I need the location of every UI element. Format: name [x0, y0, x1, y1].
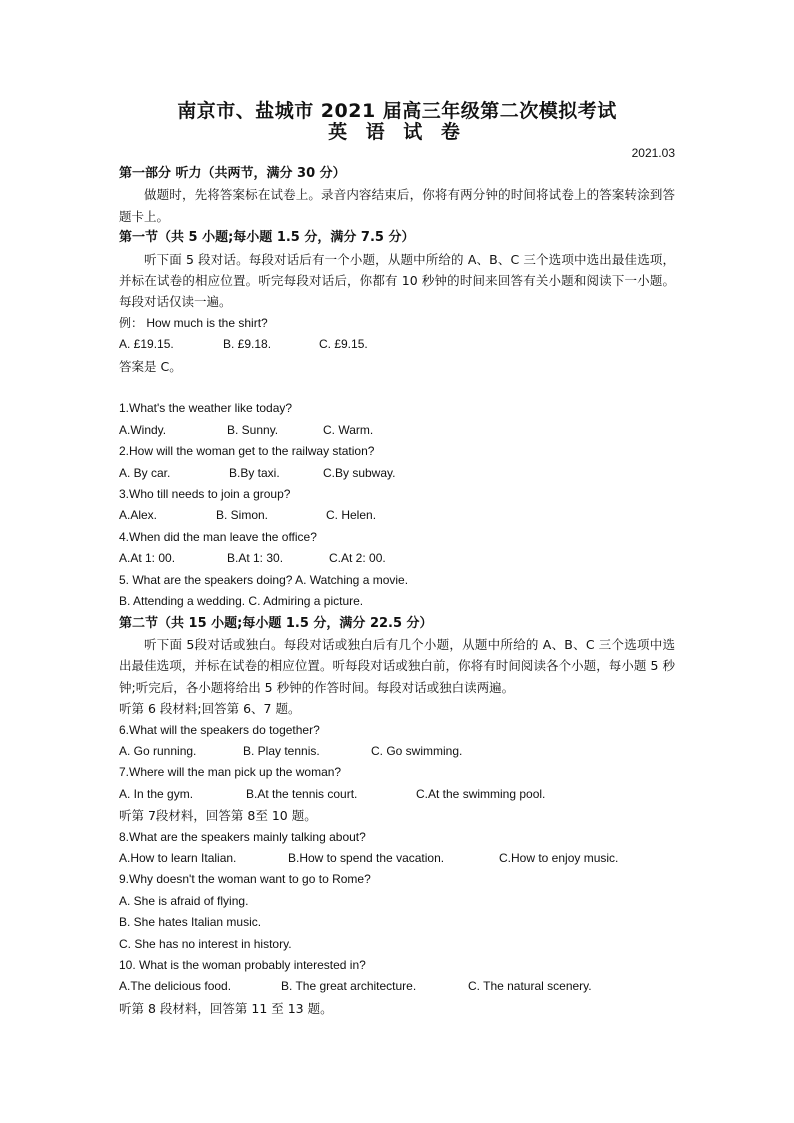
material-8-note: 听第 8 段材料，回答第 11 至 13 题。 — [119, 1000, 333, 1016]
option-a: A.At 1: 00. — [119, 551, 176, 566]
option-a: A. She is afraid of flying. — [119, 893, 249, 908]
question-10-options — [119, 976, 675, 997]
option-a: A. In the gym. — [119, 786, 194, 801]
question-1: 1.What's the weather like today? — [119, 401, 293, 416]
example-options — [119, 334, 675, 355]
question-1-options — [119, 420, 675, 441]
section1-heading: 第一节（共 5 小题;每小题 1.5 分，满分 7.5 分） — [119, 230, 415, 246]
option-c: C. The natural scenery. — [468, 979, 592, 994]
exam-date: 2021.03 — [631, 146, 675, 160]
exam-title: 南京市、盐城市 2021 届高三年级第二次模拟考试 — [177, 100, 617, 122]
question-9: 9.Why doesn't the woman want to go to Rome? — [119, 872, 371, 887]
material-6-note: 听第 6 段材料;回答第 6、7 题。 — [119, 701, 301, 717]
exam-content — [119, 163, 675, 1019]
option-a: A. Go running. — [119, 743, 197, 758]
option-c: C. Go swimming. — [371, 743, 463, 758]
option-c: C.How to enjoy music. — [499, 850, 619, 865]
example-option-a: A. £19.15. — [119, 337, 174, 352]
example-answer: 答案是 C。 — [119, 358, 182, 374]
section1-instructions: 听下面 5 段对话。每段对话后有一个小题，从题中所给的 A、B、C 三个选项中选出最佳选项，并标在试卷的相应位置。听完每段对话后，你都有 10 秒钟的时间来回答有关小题和阅读下一小题。每段对话仅读一遍。 — [119, 251, 675, 310]
question-6-options — [119, 741, 675, 762]
option-c: C.By subway. — [323, 465, 396, 480]
question-3: 3.Who till needs to join a group? — [119, 487, 291, 502]
example-option-c: C. £9.15. — [319, 337, 368, 352]
option-b: B.At 1: 30. — [227, 551, 284, 566]
question-5-cont: B. Attending a wedding. C. Admiring a picture. — [119, 594, 364, 609]
option-b: B.At the tennis court. — [246, 786, 358, 801]
option-c: C.At 2: 00. — [329, 551, 386, 566]
example-question: 例： How much is the shirt? — [119, 315, 268, 330]
material-7-note: 听第 7段材料，回答第 8至 10 题。 — [119, 808, 317, 824]
part1-intro: 做题时，先将答案标在试卷上。录音内容结束后，你将有两分钟的时间将试卷上的答案转涂到答题卡上。 — [119, 187, 675, 224]
example-option-b: B. £9.18. — [223, 337, 272, 352]
question-4: 4.When did the man leave the office? — [119, 529, 317, 544]
question-7-options — [119, 784, 675, 805]
option-a: A.Windy. — [119, 422, 167, 437]
option-b: B. She hates Italian music. — [119, 915, 262, 930]
option-a: A.Alex. — [119, 508, 158, 523]
option-b: B. Sunny. — [227, 422, 279, 437]
question-2-options — [119, 463, 675, 484]
question-4-options — [119, 548, 675, 569]
option-a: A.The delicious food. — [119, 979, 232, 994]
part1-heading: 第一部分 听力（共两节，满分 30 分） — [119, 166, 346, 181]
question-5: 5. What are the speakers doing? A. Watching a movie. — [119, 572, 409, 587]
question-2: 2.How will the woman get to the railway station? — [119, 444, 375, 459]
option-b: B.By taxi. — [229, 465, 280, 480]
question-7: 7.Where will the man pick up the woman? — [119, 765, 342, 780]
option-b: B. Play tennis. — [243, 743, 320, 758]
question-6: 6.What will the speakers do together? — [119, 722, 320, 737]
option-c: C. She has no interest in history. — [119, 936, 292, 951]
question-8-options — [119, 848, 675, 869]
section2-instructions: 听下面 5段对话或独白。每段对话或独白后有几个小题，从题中所给的 A、B、C 三个选项中选出最佳选项，并标在试卷的相应位置。听每段对话或独白前，你将有时间阅读各个小题，每小题 5 秒钟;听完后，各小题将给出 5 秒钟的作答时间。每段对话或独白读两遍。 — [119, 636, 675, 695]
option-c: C. Warm. — [323, 422, 374, 437]
option-a: A.How to learn Italian. — [119, 850, 237, 865]
spacer — [119, 377, 675, 398]
option-b: B. The great architecture. — [281, 979, 417, 994]
option-c: C.At the swimming pool. — [416, 786, 546, 801]
question-8: 8.What are the speakers mainly talking about? — [119, 829, 366, 844]
exam-subject: 英 语 试 卷 — [328, 121, 466, 143]
question-3-options — [119, 505, 675, 526]
option-c: C. Helen. — [326, 508, 377, 523]
section2-heading: 第二节（共 15 小题;每小题 1.5 分，满分 22.5 分） — [119, 615, 433, 631]
option-a: A. By car. — [119, 465, 171, 480]
option-b: B. Simon. — [216, 508, 269, 523]
option-b: B.How to spend the vacation. — [288, 850, 445, 865]
question-10: 10. What is the woman probably interested in? — [119, 958, 366, 973]
